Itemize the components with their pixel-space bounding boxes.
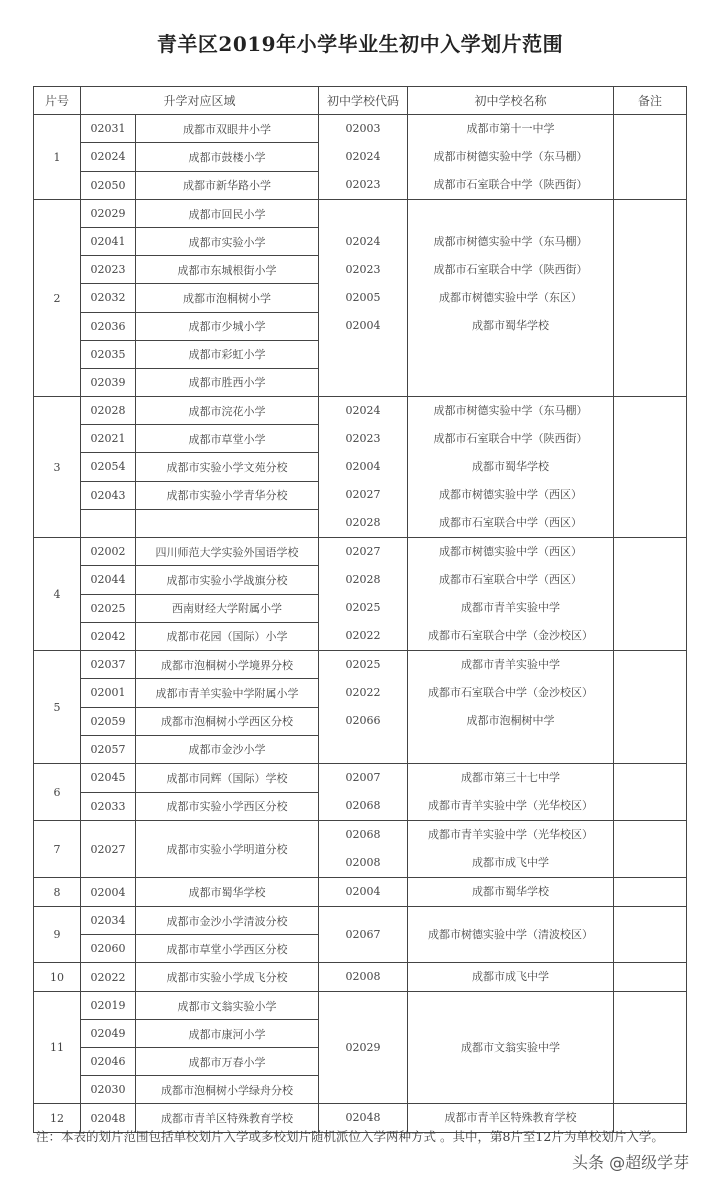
- middle-school-name: 成都市文翁实验中学: [461, 1040, 561, 1054]
- middle-school-code: [319, 340, 407, 368]
- primary-name: 成都市少城小学: [136, 312, 319, 340]
- primary-name: 成都市康河小学: [136, 1020, 319, 1048]
- primary-name: 成都市花园（国际）小学: [136, 622, 319, 650]
- middle-school-code: 02008: [345, 970, 381, 983]
- middle-school-name: 成都市成飞中学: [472, 970, 550, 983]
- primary-name: 成都市蜀华学校: [136, 878, 319, 907]
- primary-name: 成都市泡桐树小学绿舟分校: [136, 1076, 319, 1104]
- remark-cell: [614, 764, 687, 821]
- header-piece: 片号: [34, 87, 81, 115]
- table-row: [34, 878, 687, 907]
- middle-school-names: [408, 764, 614, 821]
- primary-code: 02044: [81, 566, 136, 594]
- middle-school-name: [408, 735, 613, 763]
- primary-name: 成都市金沙小学清波分校: [136, 907, 319, 935]
- middle-school-code: 02003: [345, 122, 381, 135]
- middle-school-names: [408, 963, 614, 992]
- primary-code: 02030: [81, 1076, 136, 1104]
- middle-school-code: 02027: [345, 545, 381, 558]
- middle-school-name: 成都市石室联合中学（金沙校区）: [428, 629, 594, 642]
- middle-school-names: [408, 651, 614, 764]
- middle-school-code: 02029: [345, 1040, 381, 1054]
- primary-code: 02022: [81, 963, 136, 992]
- primary-code: [81, 509, 136, 537]
- middle-school-name: 成都市泡桐树中学: [466, 714, 555, 727]
- primary-code: 02002: [81, 538, 136, 566]
- middle-school-code: 02067: [345, 927, 381, 941]
- middle-school-name: 成都市石室联合中学（陕西街）: [433, 432, 588, 445]
- primary-name: 成都市泡桐树小学西区分校: [136, 707, 319, 735]
- piece-number: 1: [34, 115, 81, 200]
- middle-school-code: [319, 200, 407, 228]
- document-title: 青羊区2019年小学毕业生初中入学划片范围: [156, 32, 564, 56]
- primary-name: 成都市鼓楼小学: [136, 143, 319, 171]
- middle-school-code: 02004: [345, 885, 381, 898]
- middle-school-name: 成都市树德实验中学（西区）: [439, 488, 583, 501]
- middle-school-codes: [319, 821, 408, 878]
- middle-school-code: 02025: [345, 658, 381, 671]
- table-row: [34, 538, 687, 566]
- middle-school-name: 成都市青羊实验中学（光华校区）: [428, 828, 594, 841]
- primary-name: 成都市实验小学战旗分校: [136, 566, 319, 594]
- remark-cell: [614, 907, 687, 963]
- middle-school-name: 成都市树德实验中学（东马棚）: [433, 150, 588, 163]
- remark-cell: [614, 538, 687, 651]
- primary-code: 02042: [81, 622, 136, 650]
- piece-number: 8: [34, 878, 81, 907]
- primary-code: 02048: [81, 1104, 136, 1133]
- middle-school-code: [319, 735, 407, 763]
- primary-name: 成都市新华路小学: [136, 171, 319, 199]
- piece-number: 9: [34, 907, 81, 963]
- watermark: 头条 @超级学芽: [572, 1153, 690, 1172]
- middle-school-code: 02023: [345, 432, 381, 445]
- middle-school-name: 成都市成飞中学: [472, 856, 550, 869]
- primary-name: 成都市同辉（国际）学校: [136, 764, 319, 793]
- primary-name: 成都市金沙小学: [136, 735, 319, 763]
- primary-name: 成都市浣花小学: [136, 397, 319, 425]
- header-mid-name: 初中学校名称: [408, 87, 614, 115]
- primary-name: 西南财经大学附属小学: [136, 594, 319, 622]
- middle-school-name: 成都市青羊实验中学: [461, 658, 561, 671]
- header-remark: 备注: [614, 87, 687, 115]
- primary-name: 四川师范大学实验外国语学校: [136, 538, 319, 566]
- primary-code: 02039: [81, 368, 136, 396]
- middle-school-name: 成都市树德实验中学（西区）: [439, 545, 583, 558]
- primary-name: 成都市文翁实验小学: [136, 992, 319, 1020]
- primary-code: 02043: [81, 481, 136, 509]
- footnote: 注：本表的划片范围包括单校划片入学或多校划片随机派位入学两种方式 。其中，第8片至12片为单校划片入学。: [36, 1129, 664, 1144]
- primary-code: 02024: [81, 143, 136, 171]
- middle-school-code: 02068: [345, 799, 381, 812]
- middle-school-name: 成都市石室联合中学（陕西街）: [433, 178, 588, 191]
- primary-code: 02027: [81, 821, 136, 878]
- primary-name: 成都市青羊实验中学附属小学: [136, 679, 319, 707]
- middle-school-name: 成都市石室联合中学（金沙校区）: [428, 686, 594, 699]
- header-area: 升学对应区域: [81, 87, 319, 115]
- primary-name: 成都市实验小学文苑分校: [136, 453, 319, 481]
- table-row: [34, 200, 687, 228]
- primary-name: [136, 509, 319, 537]
- primary-name: 成都市草堂小学: [136, 425, 319, 453]
- middle-school-code: 02008: [345, 856, 381, 869]
- remark-cell: [614, 200, 687, 397]
- primary-code: 02037: [81, 651, 136, 679]
- remark-cell: [614, 115, 687, 200]
- middle-school-name: 成都市蜀华学校: [472, 460, 550, 473]
- middle-school-code: 02004: [345, 460, 381, 473]
- primary-code: 02028: [81, 397, 136, 425]
- middle-school-names: [408, 821, 614, 878]
- middle-school-code: 02023: [345, 263, 381, 276]
- primary-code: 02021: [81, 425, 136, 453]
- zoning-table: [33, 86, 687, 1133]
- middle-school-codes: [319, 200, 408, 397]
- middle-school-name: 成都市第三十七中学: [461, 771, 561, 784]
- middle-school-name: 成都市树德实验中学（东马棚）: [433, 235, 588, 248]
- remark-cell: [614, 821, 687, 878]
- primary-code: 02060: [81, 935, 136, 963]
- primary-code: 02046: [81, 1048, 136, 1076]
- primary-name: 成都市万春小学: [136, 1048, 319, 1076]
- middle-school-names: [408, 907, 614, 963]
- middle-school-names: [408, 992, 614, 1104]
- primary-code: 02045: [81, 764, 136, 793]
- primary-code: 02025: [81, 594, 136, 622]
- middle-school-code: 02066: [345, 714, 381, 727]
- primary-name: 成都市实验小学成飞分校: [136, 963, 319, 992]
- primary-name: 成都市实验小学: [136, 228, 319, 256]
- middle-school-name: 成都市石室联合中学（陕西街）: [433, 263, 588, 276]
- middle-school-name: 成都市树德实验中学（东区）: [439, 291, 583, 304]
- table-row: [34, 397, 687, 425]
- piece-number: 7: [34, 821, 81, 878]
- primary-name: 成都市胜西小学: [136, 368, 319, 396]
- middle-school-codes: [319, 907, 408, 963]
- middle-school-codes: [319, 397, 408, 538]
- primary-name: 成都市实验小学西区分校: [136, 792, 319, 821]
- primary-name: 成都市青羊区特殊教育学校: [136, 1104, 319, 1133]
- table-row: [34, 963, 687, 992]
- middle-school-code: 02024: [345, 235, 381, 248]
- middle-school-codes: [319, 963, 408, 992]
- primary-code: 02001: [81, 679, 136, 707]
- middle-school-name: 成都市青羊区特殊教育学校: [444, 1111, 577, 1124]
- remark-cell: [614, 992, 687, 1104]
- middle-school-code: 02022: [345, 686, 381, 699]
- table-row: [34, 764, 687, 793]
- piece-number: 4: [34, 538, 81, 651]
- piece-number: 10: [34, 963, 81, 992]
- middle-school-name: 成都市树德实验中学（清波校区）: [428, 927, 594, 941]
- primary-name: 成都市实验小学青华分校: [136, 481, 319, 509]
- primary-code: 02034: [81, 907, 136, 935]
- middle-school-code: 02025: [345, 601, 381, 614]
- piece-number: 5: [34, 651, 81, 764]
- middle-school-name: 成都市青羊实验中学（光华校区）: [428, 799, 594, 812]
- table-row: [34, 907, 687, 935]
- table-row: [34, 115, 687, 143]
- remark-cell: [614, 963, 687, 992]
- middle-school-codes: [319, 651, 408, 764]
- middle-school-name: 成都市石室联合中学（西区）: [439, 573, 583, 586]
- middle-school-names: [408, 200, 614, 397]
- primary-code: 02033: [81, 792, 136, 821]
- middle-school-name: 成都市石室联合中学（西区）: [439, 516, 583, 529]
- middle-school-name: 成都市蜀华学校: [472, 885, 550, 898]
- middle-school-codes: [319, 115, 408, 200]
- middle-school-codes: [319, 878, 408, 907]
- middle-school-code: 02007: [345, 771, 381, 784]
- primary-name: 成都市草堂小学西区分校: [136, 935, 319, 963]
- primary-code: 02029: [81, 200, 136, 228]
- primary-code: 02050: [81, 171, 136, 199]
- remark-cell: [614, 397, 687, 538]
- primary-code: 02019: [81, 992, 136, 1020]
- middle-school-code: 02028: [345, 516, 381, 529]
- table-body: [34, 115, 687, 1133]
- middle-school-code: 02004: [345, 319, 381, 332]
- middle-school-name: [408, 340, 613, 368]
- middle-school-code: [319, 368, 407, 396]
- middle-school-code: 02048: [345, 1111, 381, 1124]
- middle-school-code: 02005: [345, 291, 381, 304]
- primary-code: 02031: [81, 115, 136, 143]
- middle-school-code: 02024: [345, 404, 381, 417]
- middle-school-names: [408, 878, 614, 907]
- primary-code: 02054: [81, 453, 136, 481]
- middle-school-code: 02024: [345, 150, 381, 163]
- piece-number: 11: [34, 992, 81, 1104]
- middle-school-name: 成都市青羊实验中学: [461, 601, 561, 614]
- piece-number: 6: [34, 764, 81, 821]
- middle-school-code: 02027: [345, 488, 381, 501]
- remark-cell: [614, 651, 687, 764]
- middle-school-name: 成都市第十一中学: [466, 122, 555, 135]
- primary-name: 成都市双眼井小学: [136, 115, 319, 143]
- table-row: [34, 651, 687, 679]
- table-row: [34, 992, 687, 1020]
- middle-school-name: 成都市树德实验中学（东马棚）: [433, 404, 588, 417]
- middle-school-name: [408, 368, 613, 396]
- primary-name: 成都市实验小学明道分校: [136, 821, 319, 878]
- primary-name: 成都市东城根街小学: [136, 256, 319, 284]
- primary-code: 02035: [81, 340, 136, 368]
- header-mid-code: 初中学校代码: [319, 87, 408, 115]
- remark-cell: [614, 878, 687, 907]
- middle-school-code: 02068: [345, 828, 381, 841]
- piece-number: 12: [34, 1104, 81, 1133]
- primary-code: 02049: [81, 1020, 136, 1048]
- primary-code: 02023: [81, 256, 136, 284]
- table-header-row: [34, 87, 687, 115]
- primary-name: 成都市彩虹小学: [136, 340, 319, 368]
- piece-number: 3: [34, 397, 81, 538]
- primary-code: 02004: [81, 878, 136, 907]
- primary-code: 02032: [81, 284, 136, 312]
- piece-number: 2: [34, 200, 81, 397]
- primary-code: 02057: [81, 735, 136, 763]
- primary-code: 02041: [81, 228, 136, 256]
- middle-school-name: 成都市蜀华学校: [472, 319, 550, 332]
- primary-code: 02059: [81, 707, 136, 735]
- middle-school-name: [408, 200, 613, 228]
- middle-school-codes: [319, 992, 408, 1104]
- middle-school-codes: [319, 538, 408, 651]
- middle-school-codes: [319, 764, 408, 821]
- primary-code: 02036: [81, 312, 136, 340]
- middle-school-names: [408, 115, 614, 200]
- middle-school-code: 02022: [345, 629, 381, 642]
- primary-name: 成都市回民小学: [136, 200, 319, 228]
- primary-name: 成都市泡桐树小学境界分校: [136, 651, 319, 679]
- middle-school-names: [408, 538, 614, 651]
- middle-school-code: 02023: [345, 178, 381, 191]
- primary-name: 成都市泡桐树小学: [136, 284, 319, 312]
- middle-school-code: 02028: [345, 573, 381, 586]
- middle-school-names: [408, 397, 614, 538]
